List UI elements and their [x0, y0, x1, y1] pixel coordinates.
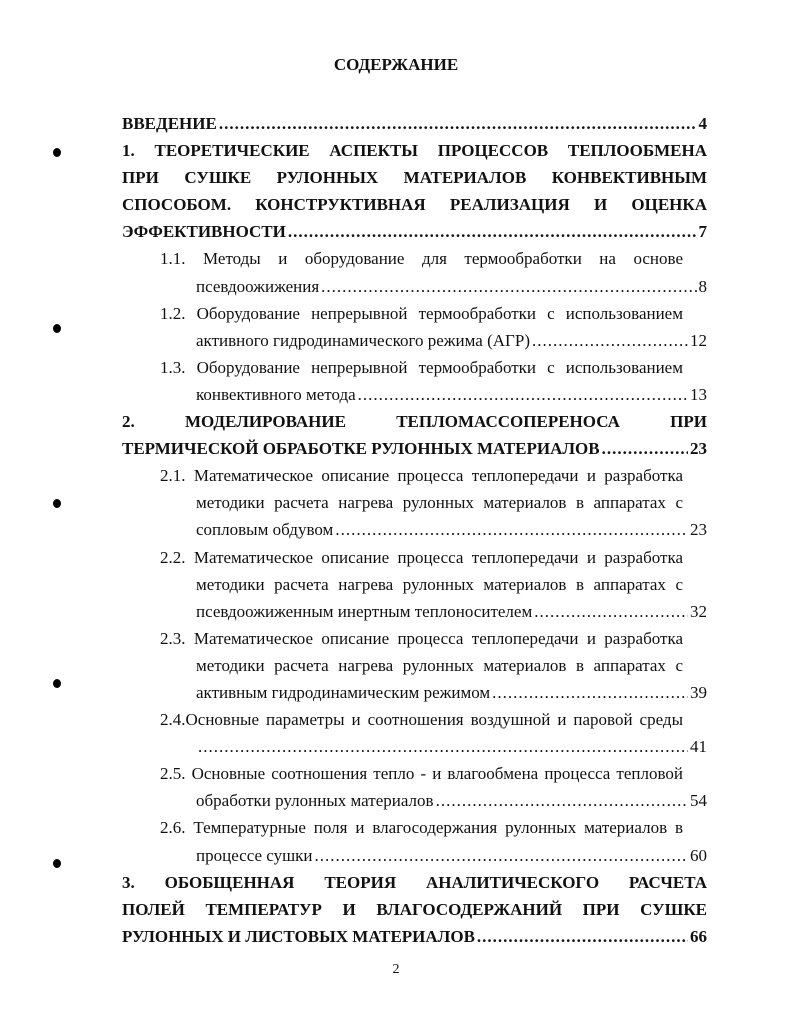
toc-entry-text: псевдоожижения [196, 276, 320, 296]
dot-leader [602, 435, 688, 462]
toc-line [122, 110, 707, 137]
table-of-contents [122, 110, 707, 950]
toc-line: 1.1. Методы и оборудование для термообработки на основе [160, 249, 683, 269]
toc-line: 2.6. Температурные поля и влагосодержания рулонных материалов в [160, 818, 683, 838]
toc-entry-text: ЭФФЕКТИВНОСТИ [122, 222, 286, 242]
toc-line: ПОЛЕЙ ТЕМПЕРАТУР И ВЛАГОСОДЕРЖАНИЙ ПРИ СУШКЕ [122, 899, 707, 919]
toc-page-number: 23 [690, 439, 707, 459]
toc-line: 2.1. Математическое описание процесса теплопередачи и разработка [160, 466, 683, 486]
toc-entry-text: РУЛОННЫХ И ЛИСТОВЫХ МАТЕРИАЛОВ [122, 926, 475, 946]
toc-page-number: 54 [690, 791, 707, 811]
dot-leader [288, 218, 697, 245]
page-number: 2 [392, 962, 400, 977]
toc-line [122, 327, 707, 354]
toc-line [122, 679, 707, 706]
binder-hole-mark [53, 148, 61, 157]
toc-page-number: 4 [698, 114, 707, 133]
toc-line [122, 381, 707, 408]
toc-line [122, 273, 707, 300]
toc-line: 2.2. Математическое описание процесса теплопередачи и разработка [160, 547, 683, 567]
toc-entry-text: активного гидродинамического режима (АГР) [196, 330, 530, 350]
toc-section[interactable] [122, 625, 707, 706]
toc-entry-text: ВВЕДЕНИЕ [122, 114, 217, 133]
toc-page-number: 32 [690, 601, 707, 621]
toc-line: 2.5. Основные соотношения тепло - и влагообмена процесса тепловой [160, 764, 683, 784]
toc-line [122, 598, 707, 625]
dot-leader [436, 787, 688, 814]
toc-line: 1. ТЕОРЕТИЧЕСКИЕ АСПЕКТЫ ПРОЦЕССОВ ТЕПЛООБМЕНА [122, 141, 707, 161]
toc-line [122, 842, 707, 869]
toc-section[interactable] [122, 706, 707, 760]
page-title: СОДЕРЖАНИЕ [333, 55, 459, 74]
toc-section[interactable] [122, 462, 707, 543]
toc-page-number: 8 [698, 276, 707, 296]
toc-line [122, 218, 707, 245]
toc-line [122, 923, 707, 950]
toc-line [122, 435, 707, 462]
toc-entry-text: псевдоожиженным инертным теплоносителем [196, 601, 533, 621]
toc-section[interactable] [122, 300, 707, 354]
toc-line [122, 733, 707, 760]
toc-page-number: 13 [690, 384, 707, 404]
toc-line: 2. МОДЕЛИРОВАНИЕ ТЕПЛОМАССОПЕРЕНОСА ПРИ [122, 412, 707, 432]
toc-line: 2.4.Основные параметры и соотношения воздушной и паровой среды [160, 710, 683, 730]
toc-entry-text: обработки рулонных материалов [196, 791, 434, 811]
toc-page-number: 60 [690, 845, 707, 865]
toc-line: 1.2. Оборудование непрерывной термообработки с использованием [160, 303, 683, 323]
toc-entry-text: процессе сушки [196, 845, 313, 865]
dot-leader [198, 733, 688, 760]
toc-section[interactable] [122, 245, 707, 299]
dot-leader [335, 516, 688, 543]
dot-leader [321, 273, 696, 300]
toc-line: методики расчета нагрева рулонных материалов в аппаратах с [196, 493, 683, 513]
toc-page-number: 66 [690, 926, 707, 946]
binder-hole-mark [53, 499, 61, 508]
dot-leader [534, 598, 688, 625]
toc-line: методики расчета нагрева рулонных материалов в аппаратах с [196, 655, 683, 675]
toc-line: СПОСОБОМ. КОНСТРУКТИВНАЯ РЕАЛИЗАЦИЯ И ОЦЕНКА [122, 195, 707, 215]
toc-chapter[interactable] [122, 408, 707, 462]
binder-hole-mark [53, 859, 61, 868]
dot-leader [315, 842, 688, 869]
binder-hole-mark [53, 679, 61, 688]
toc-page-number: 41 [690, 737, 707, 757]
toc-line: ПРИ СУШКЕ РУЛОННЫХ МАТЕРИАЛОВ КОНВЕКТИВНЫМ [122, 168, 707, 188]
toc-page-number: 12 [690, 330, 707, 350]
toc-page-number: 7 [698, 222, 707, 242]
binder-hole-mark [53, 324, 61, 333]
toc-section[interactable] [122, 814, 707, 868]
toc-line [122, 516, 707, 543]
toc-line [122, 787, 707, 814]
toc-chapter[interactable] [122, 110, 707, 137]
dot-leader [219, 110, 697, 137]
dot-leader [477, 923, 688, 950]
toc-line: методики расчета нагрева рулонных материалов в аппаратах с [196, 574, 683, 594]
toc-section[interactable] [122, 760, 707, 814]
toc-page-number: 39 [690, 682, 707, 702]
toc-line: 3. ОБОБЩЕННАЯ ТЕОРИЯ АНАЛИТИЧЕСКОГО РАСЧЕТА [122, 872, 707, 892]
toc-entry-text: сопловым обдувом [196, 520, 334, 540]
dot-leader [358, 381, 688, 408]
toc-line: 1.3. Оборудование непрерывной термообработки с использованием [160, 357, 683, 377]
toc-chapter[interactable] [122, 137, 707, 245]
dot-leader [492, 679, 688, 706]
toc-entry-text: ТЕРМИЧЕСКОЙ ОБРАБОТКЕ РУЛОННЫХ МАТЕРИАЛОВ [122, 439, 600, 459]
toc-section[interactable] [122, 354, 707, 408]
toc-entry-text: активным гидродинамическим режимом [196, 682, 491, 702]
toc-chapter[interactable] [122, 869, 707, 950]
dot-leader [532, 327, 688, 354]
toc-entry-text: конвективного метода [196, 384, 356, 404]
toc-line: 2.3. Математическое описание процесса теплопередачи и разработка [160, 628, 683, 648]
toc-page-number: 23 [690, 520, 707, 540]
toc-section[interactable] [122, 544, 707, 625]
